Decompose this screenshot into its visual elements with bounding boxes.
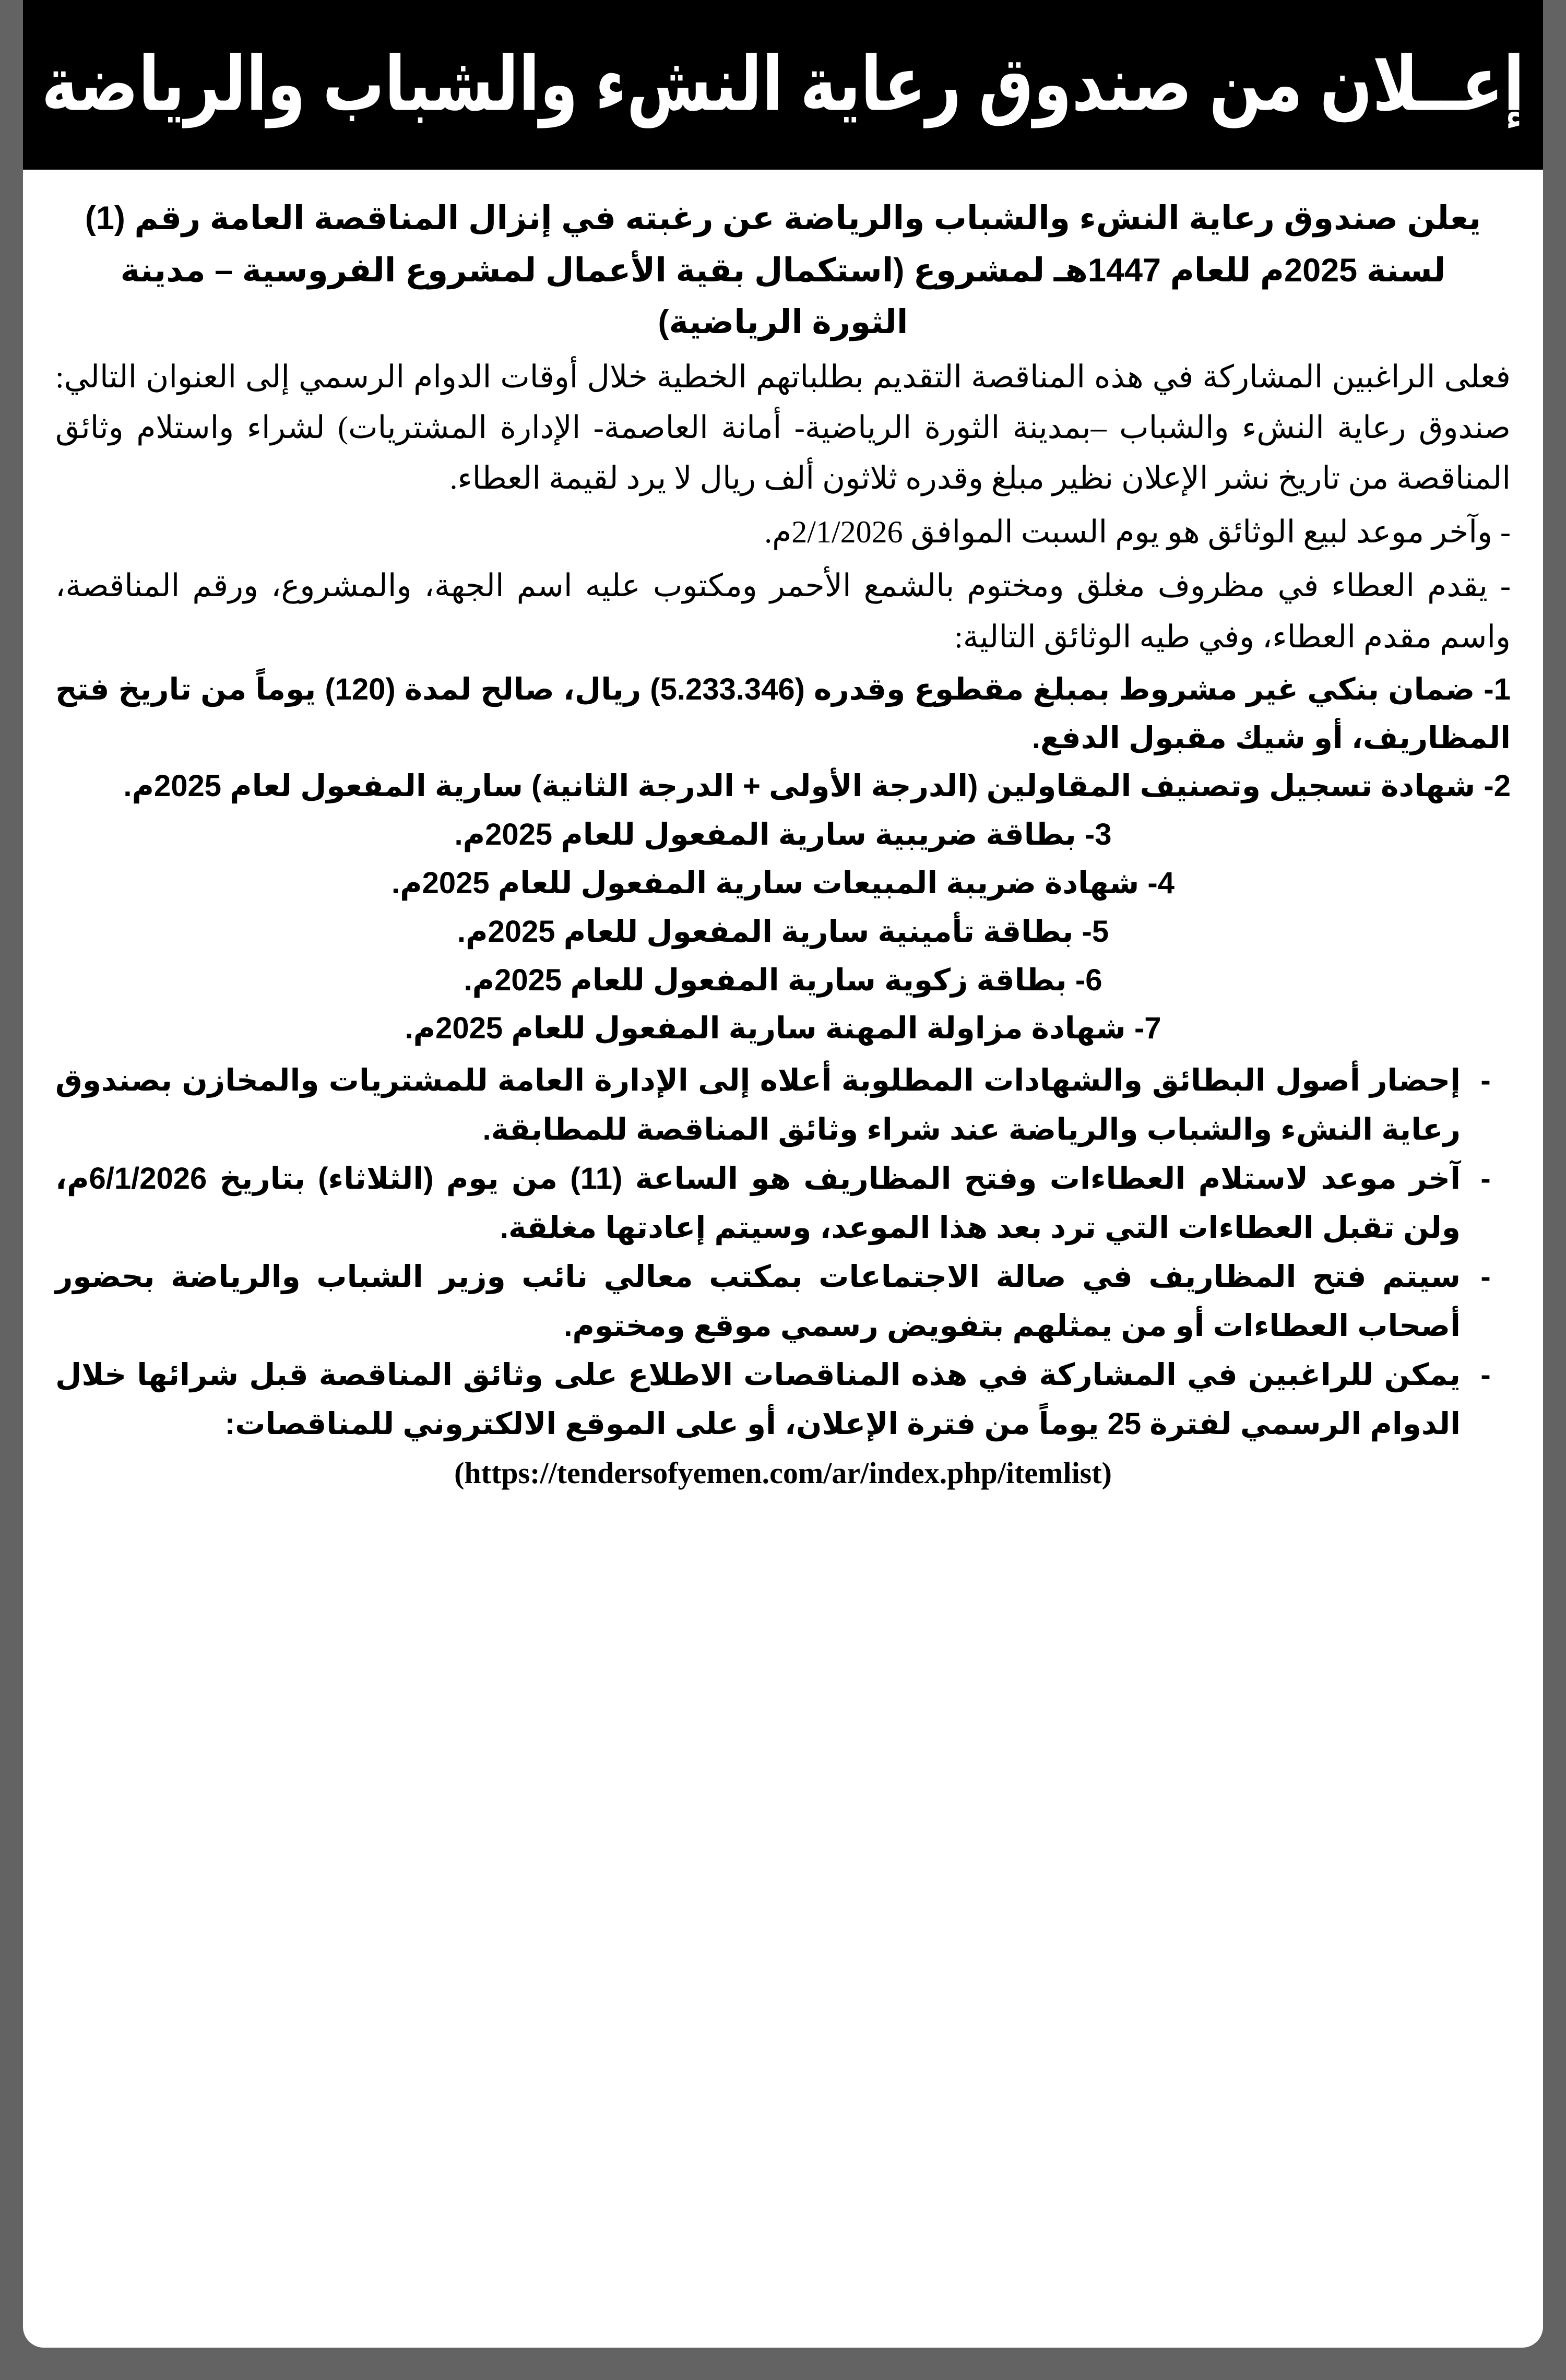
required-documents-list	[55, 666, 1511, 1053]
list-item-marker: 3-	[1084, 818, 1112, 852]
list-item	[55, 956, 1511, 1005]
docs-sale-deadline-line: - وآخر موعد لبيع الوثائق هو يوم السبت الموافق 2/1/2026م.	[764, 515, 1511, 550]
dash-bullet-icon: -	[1480, 1357, 1491, 1392]
list-item-text: سيتم فتح المظاريف في صالة الاجتماعات بمكتب معالي نائب وزير الشباب والرياضة بحضور أصحاب العطاءات أو من يمثلهم بتفويض رسمي موقع ومختوم.	[55, 1259, 1461, 1343]
list-item-text: شهادة مزاولة المهنة سارية المفعول للعام 2025م.	[405, 1011, 1126, 1046]
intro-paragraph: فعلى الراغبين المشاركة في هذه المناقصة التقديم بطلباتهم الخطية خلال أوقات الدوام الرسمي إلى العنوان التالي: صندوق رعاية النشء والشباب –بمدينة الثورة الرياضية- أمانة العاصمة- الإدارة المشتريات) لشراء واستلام وثائق المناقصة من تاريخ نشر الإعلان نظير مبلغ وقدره ثلاثون ألف ريال لا يرد لقيمة العطاء.	[55, 359, 1511, 495]
tenders-website-url[interactable]	[55, 1449, 1511, 1498]
list-item-text: بطاقة ضريبية سارية المفعول للعام 2025م.	[454, 818, 1076, 852]
dash-bullet-icon: -	[1480, 1259, 1491, 1294]
list-item-text: ضمان بنكي غير مشروط بمبلغ مقطوع وقدره (5.233.346) ريال، صالح لمدة (120) يوماً من تاريخ فتح المظاريف، أو شيك مقبول الدفع.	[55, 672, 1511, 755]
list-item-marker: 6-	[1075, 963, 1102, 997]
list-item-marker: 1-	[1484, 672, 1511, 706]
list-item	[55, 762, 1511, 811]
page-title: إعــلان من صندوق رعاية النشء والشباب والرياضة	[41, 42, 1525, 126]
dash-bullet-icon: -	[1480, 1063, 1491, 1098]
url-text[interactable]: (https://tendersofyemen.com/ar/index.php/itemlist)	[454, 1455, 1112, 1490]
list-item-marker: 2-	[1484, 769, 1511, 803]
list-item	[55, 908, 1511, 956]
list-item	[55, 666, 1511, 763]
list-item-text: إحضار أصول البطائق والشهادات المطلوبة أعلاه إلى الإدارة العامة للمشتريات والمخازن بصندوق رعاية النشء والشباب والرياضة عند شراء وثائق المناقصة للمطابقة.	[55, 1063, 1461, 1147]
list-item-text: بطاقة تأمينية سارية المفعول للعام 2025م.	[457, 914, 1074, 949]
list-item-marker: 4-	[1147, 866, 1174, 900]
list-item	[55, 1252, 1511, 1351]
list-item-text: آخر موعد لاستلام العطاءات وفتح المظاريف هو الساعة (11) من يوم (الثلاثاء) بتاريخ 6/1/2026م، ولن تقبل العطاءات التي ترد بعد هذا الموعد، وسيتم إعادتها مغلقة.	[55, 1162, 1461, 1245]
list-item	[55, 859, 1511, 908]
list-item	[55, 1154, 1511, 1252]
list-item-text: شهادة ضريبة المبيعات سارية المفعول للعام 2025م.	[392, 866, 1140, 900]
bid-envelope-line: - يقدم العطاء في مظروف مغلق ومختوم بالشمع الأحمر ومكتوب عليه اسم الجهة، والمشروع، ورقم المناقصة، واسم مقدم العطاء، وفي طيه الوثائق التالية:	[55, 569, 1511, 654]
conditions-bullet-list	[55, 1056, 1511, 1449]
list-item-text: يمكن للراغبين في المشاركة في هذه المناقصات الاطلاع على وثائق المناقصة قبل شرائها خلال الدوام الرسمي لفترة 25 يوماً من فترة الإعلان، أو على الموقع الالكتروني للمناقصات:	[55, 1357, 1461, 1441]
page-sheet	[23, 0, 1543, 2348]
list-item-marker: 5-	[1082, 914, 1109, 949]
list-item	[55, 1056, 1511, 1154]
list-item	[55, 1351, 1511, 1449]
list-item-text: بطاقة زكوية سارية المفعول للعام 2025م.	[464, 963, 1067, 997]
list-item	[55, 1004, 1511, 1053]
dash-bullet-icon: -	[1480, 1162, 1491, 1195]
list-item-text: شهادة تسجيل وتصنيف المقاولين (الدرجة الأولى + الدرجة الثانية) سارية المفعول لعام 2025م.	[123, 769, 1476, 803]
document-body	[23, 170, 1543, 2348]
list-item	[55, 811, 1511, 859]
lead-paragraph: يعلن صندوق رعاية النشء والشباب والرياضة عن رغبته في إنزال المناقصة العامة رقم (1) لسنة 2025م للعام 1447هـ لمشروع (استكمال بقية الأعمال لمشروع الفروسية – مدينة الثورة الرياضية)	[85, 200, 1481, 341]
header-banner	[23, 0, 1543, 170]
list-item-marker: 7-	[1134, 1011, 1161, 1046]
